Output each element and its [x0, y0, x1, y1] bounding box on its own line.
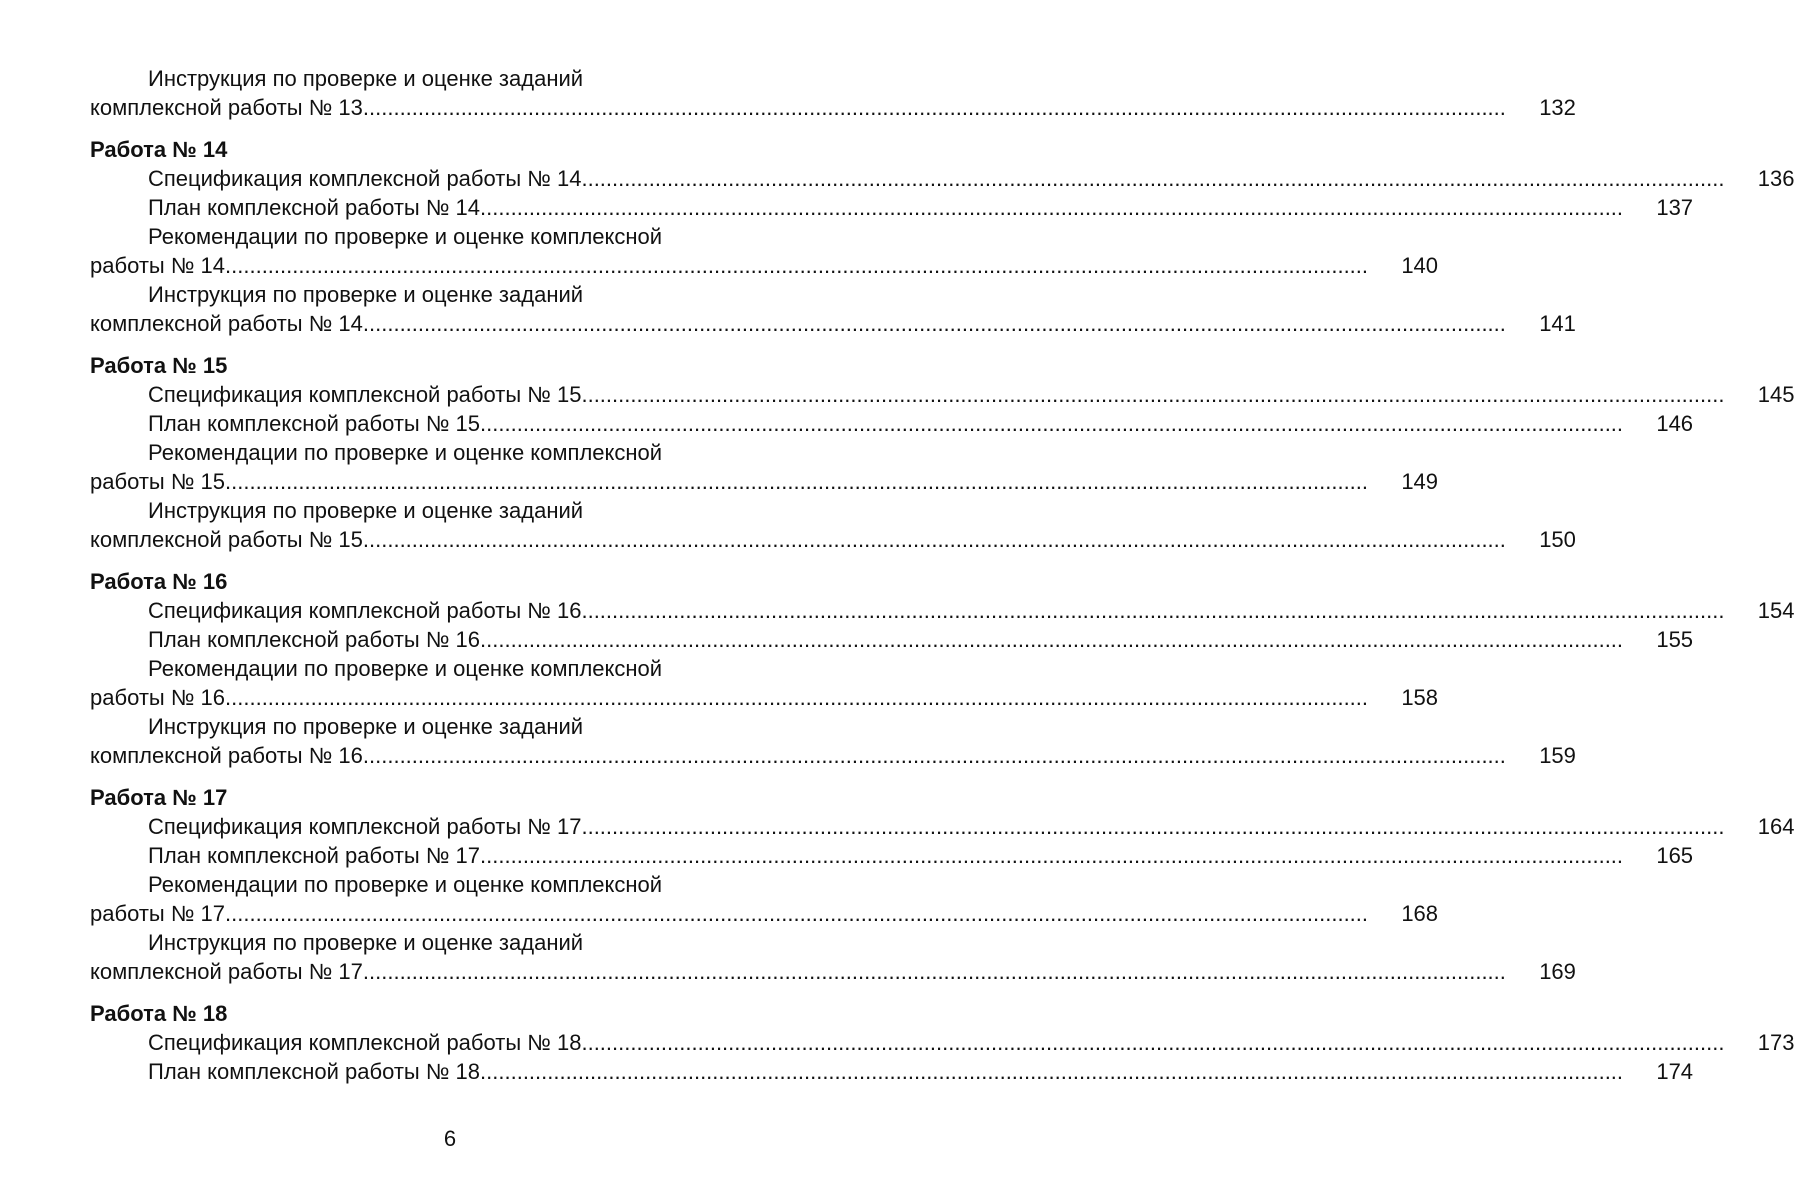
toc-entry-text: Спецификация комплексной работы № 18 — [148, 1030, 582, 1055]
toc-entry-line — [90, 1028, 1794, 1057]
table-of-contents — [90, 64, 1794, 1086]
toc-entry-text: Рекомендации по проверке и оценке комплексной — [148, 224, 663, 249]
toc-page-number: 146 — [1656, 411, 1694, 436]
toc-entry-line — [90, 870, 866, 899]
toc-entry-line — [90, 712, 866, 741]
toc-leader-dots: ........................................................................................................................................................................................... — [581, 382, 1725, 407]
toc-page-number: 154 — [1757, 598, 1794, 623]
toc-page-number: 137 — [1656, 195, 1694, 220]
toc-page-number: 141 — [1539, 311, 1576, 336]
section-heading: Работа № 18 — [90, 1001, 228, 1026]
toc-entry-text: Спецификация комплексной работы № 17 — [148, 814, 582, 839]
toc-entry-line — [90, 899, 1439, 928]
toc-entry-text: работы № 14 — [90, 253, 226, 278]
toc-page-number: 132 — [1539, 95, 1576, 120]
toc-leader-dots: ........................................................................................................................................................................................... — [362, 311, 1506, 336]
toc-entry-line — [90, 654, 866, 683]
toc-leader-dots: ........................................................................................................................................................................................... — [480, 843, 1624, 868]
toc-leader-dots: ........................................................................................................................................................................................... — [480, 195, 1624, 220]
toc-entry-text: Инструкция по проверке и оценке заданий — [148, 930, 584, 955]
toc-entry-line — [90, 309, 1576, 338]
toc-page-number: 145 — [1757, 382, 1794, 407]
toc-entry-line — [90, 467, 1439, 496]
toc-entry-text: План комплексной работы № 18 — [148, 1059, 481, 1084]
toc-entry-line — [90, 741, 1576, 770]
toc-entry-text: Инструкция по проверке и оценке заданий — [148, 714, 584, 739]
toc-entry-line — [90, 496, 866, 525]
toc-page-number: 140 — [1401, 253, 1439, 278]
toc-entry-text: работы № 17 — [90, 901, 226, 926]
toc-leader-dots: ........................................................................................................................................................................................... — [362, 959, 1506, 984]
section-heading: Работа № 16 — [90, 569, 228, 594]
toc-entry-text: комплексной работы № 13 — [90, 95, 363, 120]
toc-entry-line — [90, 625, 1694, 654]
section-heading: Работа № 15 — [90, 353, 228, 378]
toc-entry-line — [90, 193, 1694, 222]
toc-page-number: 169 — [1539, 959, 1576, 984]
toc-page-number: 159 — [1539, 743, 1576, 768]
toc-leader-dots: ........................................................................................................................................................................................... — [225, 253, 1369, 278]
toc-leader-dots: ........................................................................................................................................................................................... — [480, 411, 1624, 436]
toc-entry-text: Спецификация комплексной работы № 16 — [148, 598, 582, 623]
toc-entry-text: Спецификация комплексной работы № 15 — [148, 382, 582, 407]
toc-entry-line — [90, 525, 1576, 554]
toc-page-number: 165 — [1656, 843, 1694, 868]
toc-page-number: 174 — [1656, 1059, 1694, 1084]
toc-entry-text: Инструкция по проверке и оценке заданий — [148, 498, 584, 523]
toc-entry-line — [90, 841, 1694, 870]
toc-entry-line — [90, 280, 866, 309]
toc-entry-line — [90, 928, 866, 957]
toc-entry-text: комплексной работы № 16 — [90, 743, 363, 768]
toc-page-number: 164 — [1757, 814, 1794, 839]
toc-entry-line — [90, 812, 1794, 841]
toc-entry-text: Рекомендации по проверке и оценке комплексной — [148, 656, 663, 681]
toc-leader-dots: ........................................................................................................................................................................................... — [581, 814, 1725, 839]
toc-leader-dots: ........................................................................................................................................................................................... — [581, 598, 1725, 623]
toc-page-number: 155 — [1656, 627, 1694, 652]
toc-entry-text: Рекомендации по проверке и оценке комплексной — [148, 872, 663, 897]
toc-entry-line — [90, 957, 1576, 986]
toc-entry-line — [90, 93, 1576, 122]
toc-leader-dots: ........................................................................................................................................................................................... — [225, 901, 1369, 926]
toc-entry-text: Инструкция по проверке и оценке заданий — [148, 282, 584, 307]
toc-leader-dots: ........................................................................................................................................................................................... — [362, 95, 1506, 120]
toc-entry-text: работы № 15 — [90, 469, 226, 494]
toc-entry-text: План комплексной работы № 17 — [148, 843, 481, 868]
toc-leader-dots: ........................................................................................................................................................................................... — [362, 743, 1506, 768]
toc-leader-dots: ........................................................................................................................................................................................... — [581, 1030, 1725, 1055]
toc-entry-line — [90, 64, 866, 93]
section-heading: Работа № 17 — [90, 785, 228, 810]
toc-page-number: 168 — [1401, 901, 1439, 926]
page-number-footer: 6 — [443, 1126, 457, 1151]
toc-entry-text: комплексной работы № 17 — [90, 959, 363, 984]
toc-leader-dots: ........................................................................................................................................................................................... — [225, 469, 1369, 494]
toc-leader-dots: ........................................................................................................................................................................................... — [480, 627, 1624, 652]
toc-entry-line — [90, 222, 866, 251]
toc-entry-text: План комплексной работы № 15 — [148, 411, 481, 436]
toc-page-number: 150 — [1539, 527, 1576, 552]
toc-entry-text: работы № 16 — [90, 685, 226, 710]
toc-entry-text: Спецификация комплексной работы № 14 — [148, 166, 582, 191]
toc-entry-line — [90, 683, 1439, 712]
toc-page-number: 136 — [1757, 166, 1794, 191]
toc-entry-line — [90, 380, 1794, 409]
toc-entry-line — [90, 251, 1439, 280]
toc-entry-line — [90, 409, 1694, 438]
toc-leader-dots: ........................................................................................................................................................................................... — [581, 166, 1725, 191]
toc-entry-text: Рекомендации по проверке и оценке комплексной — [148, 440, 663, 465]
toc-leader-dots: ........................................................................................................................................................................................... — [362, 527, 1506, 552]
toc-entry-text: План комплексной работы № 16 — [148, 627, 481, 652]
toc-entry-line — [90, 438, 866, 467]
toc-page-number: 158 — [1401, 685, 1439, 710]
toc-entry-text: комплексной работы № 14 — [90, 311, 363, 336]
toc-leader-dots: ........................................................................................................................................................................................... — [480, 1059, 1624, 1084]
section-heading: Работа № 14 — [90, 137, 228, 162]
toc-page-number: 173 — [1757, 1030, 1794, 1055]
toc-entry-text: Инструкция по проверке и оценке заданий — [148, 66, 584, 91]
toc-entry-line — [90, 164, 1794, 193]
toc-leader-dots: ........................................................................................................................................................................................... — [225, 685, 1369, 710]
toc-entry-text: План комплексной работы № 14 — [148, 195, 481, 220]
toc-page-number: 149 — [1401, 469, 1439, 494]
toc-entry-line — [90, 1057, 1694, 1086]
toc-entry-line — [90, 596, 1794, 625]
toc-entry-text: комплексной работы № 15 — [90, 527, 363, 552]
